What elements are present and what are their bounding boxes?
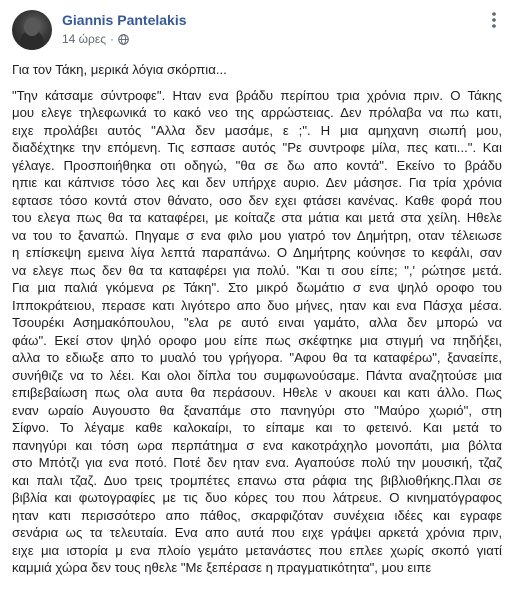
- post-text-line: να του το ξαναπώ. Πηγαμε σ ενα φιλο μου γιατρό τον Δημήτρη, οταν τέλειωσε: [12, 227, 502, 243]
- post-text-line: Σίφνο. Το λέγαμε καθε καλοκαίρι, το είπαμε και το φετεινό. Και μετά το: [12, 420, 502, 435]
- post-text-line: Τσουρέκι Ασημακόπουλου, "ελα ρε αυτό ειναι γαμάτο, αλλα δεν μπορώ να: [12, 315, 502, 330]
- post-meta: [62, 32, 129, 46]
- post-text-line: Ιπποκράτειου, περασε κατι λιγότερο απο δυο μήνες, ηταν και ενα Πάσχα μέσα.: [12, 297, 502, 313]
- post-text-line: ηταν κατι περισσότερο απο πάθος, σκαρφιζόταν συνέχεια ιδέες και εγραφε: [12, 507, 502, 523]
- post-text-line: πανηγύρι και τόση ωρα περπάτημα σ ενα κακοτράχηλο μονοπάτι, μια βόλτα: [12, 437, 502, 453]
- post-text-line: ηπιε και κάπνισε τόσο λες και δεν υπήρχε αυριο. Δεν μάσησε. Για τρία χρόνια: [12, 175, 502, 190]
- post-text-line: ειχε μια ιστορία μ ενα πλοίο γεμάτο μετανάστες που επλεε χωρίς σκοπό γιατί: [12, 542, 502, 558]
- post-text-line: "Την κάτσαμε σύντροφε". Ηταν ενα βράδυ περίπου τρια χρόνια πριν. Ο Τάκης: [12, 87, 502, 103]
- post-text-line: επιβεβαίωση πως ολα αυτα θα περάσουν. Ηθελε ν ακουει και κατι άλλο. Πως: [12, 385, 502, 400]
- post-text-line: σενάρια ως τα τελευταία. Ενα απο αυτά που ειχε γράψει αρκετά χρόνια πριν,: [12, 525, 502, 540]
- post-text-line: η επίσκεψη εμεινα λίγα λεπτά παραπάνω. Ο Δημήτρης κούνησε το κεφάλι, σαν: [12, 245, 502, 260]
- post-header: [12, 8, 502, 52]
- post-text-line: φάω". Εκεί στον ψηλό οροφο μου είπε πως σκέφτηκε μια στιγμή να πηδήξει,: [12, 332, 502, 348]
- post-text-line: Για μια παλιά γκόμενα ρε Τάκη". Στο μικρό δωμάτιο σ ενα ψηλό οροφο του: [12, 280, 502, 295]
- post-text-line: του ελεγα πως θα τα καταφέρει, με κοίταζε στα μάτια και μετά στα χείλη. Ηθελε: [12, 210, 502, 225]
- post-text-line: και παλι τζαζ. Δυο τρεις τρομπέτες επανω στα ράφια της βιβλιοθήκης.Πλαι σε: [12, 472, 502, 488]
- post-body: [12, 61, 502, 577]
- globe-icon[interactable]: [118, 34, 129, 45]
- post-text-line: να ελεγε πως δεν θα τα καταφέρει για πολύ. "Και τι σου είπε; ",' ρώτησε μετά.: [12, 262, 502, 278]
- post-text-line: στο Μπότζι για ενα ποτό. Ποτέ δεν ηταν ενα. Αγαπούσε πολύ την μουσική, τζαζ: [12, 455, 502, 470]
- post-time[interactable]: 14 ώρες: [62, 32, 107, 46]
- post-text-line: καμμιά χώρα δεν τους ηθελε "Με ξεπέρασε η πραγματικότητα", μου ειπε: [12, 560, 432, 575]
- post-text: [12, 87, 502, 577]
- post-text-line: εναν ωραίο Αυγουστο θα ξαναπάμε στο πανηγύρι στο ''Μαύρο χωριό", στη: [12, 402, 502, 418]
- more-dots-icon: [492, 12, 496, 28]
- post-text-line: ειχε προλάβει αυτός "Αλλα δεν μασάμε, ε ;". Η μια αμηχανη σιωπή μου,: [12, 122, 502, 138]
- post-text-line: εφτασε τόσο κοντά στον θάνατο, οσο δεν εχει φτάσει κανένας. Καθε φορά που: [12, 192, 502, 208]
- post-text-line: βιβλία και φωτογραφίες με τις δυο κόρες του που λάτρευε. Ο κινηματόγραφος: [12, 490, 502, 505]
- post-text-line: μου ελεγε τηλεφωνικά τo κακό νεο της αρρώστειας. Δεν πρόλαβα να πω κατι,: [12, 105, 502, 120]
- post-lead: Για τον Τάκη, μερικά λόγια σκόρπια...: [12, 62, 227, 77]
- more-options-button[interactable]: [486, 10, 502, 30]
- meta-separator: ·: [110, 32, 115, 46]
- post-text-line: διαδέχτηκε την επόμενη. Τις εσπασε αυτός "Ρε συντροφε μίλα, πες κατι...". Και: [12, 140, 502, 155]
- post-text-line: γέλαγε. Προσποιήθηκα οτι οδηγώ, "θα σε δω απο κοντά". Εκείνο το βράδυ: [12, 157, 502, 173]
- post-text-line: συνήθιζε να το λέει. Και ολοι δίπλα του συμφωνούσαμε. Πάντα αναζητούσε μια: [12, 367, 502, 383]
- author-avatar[interactable]: [12, 10, 52, 50]
- author-name[interactable]: Giannis Pantelakis: [62, 12, 187, 28]
- post-text-line: αλλα το εδιωξε απο το μυαλό του γρήγορα. "Αφου θα τα καταφέρω", ξαναείπε,: [12, 350, 502, 365]
